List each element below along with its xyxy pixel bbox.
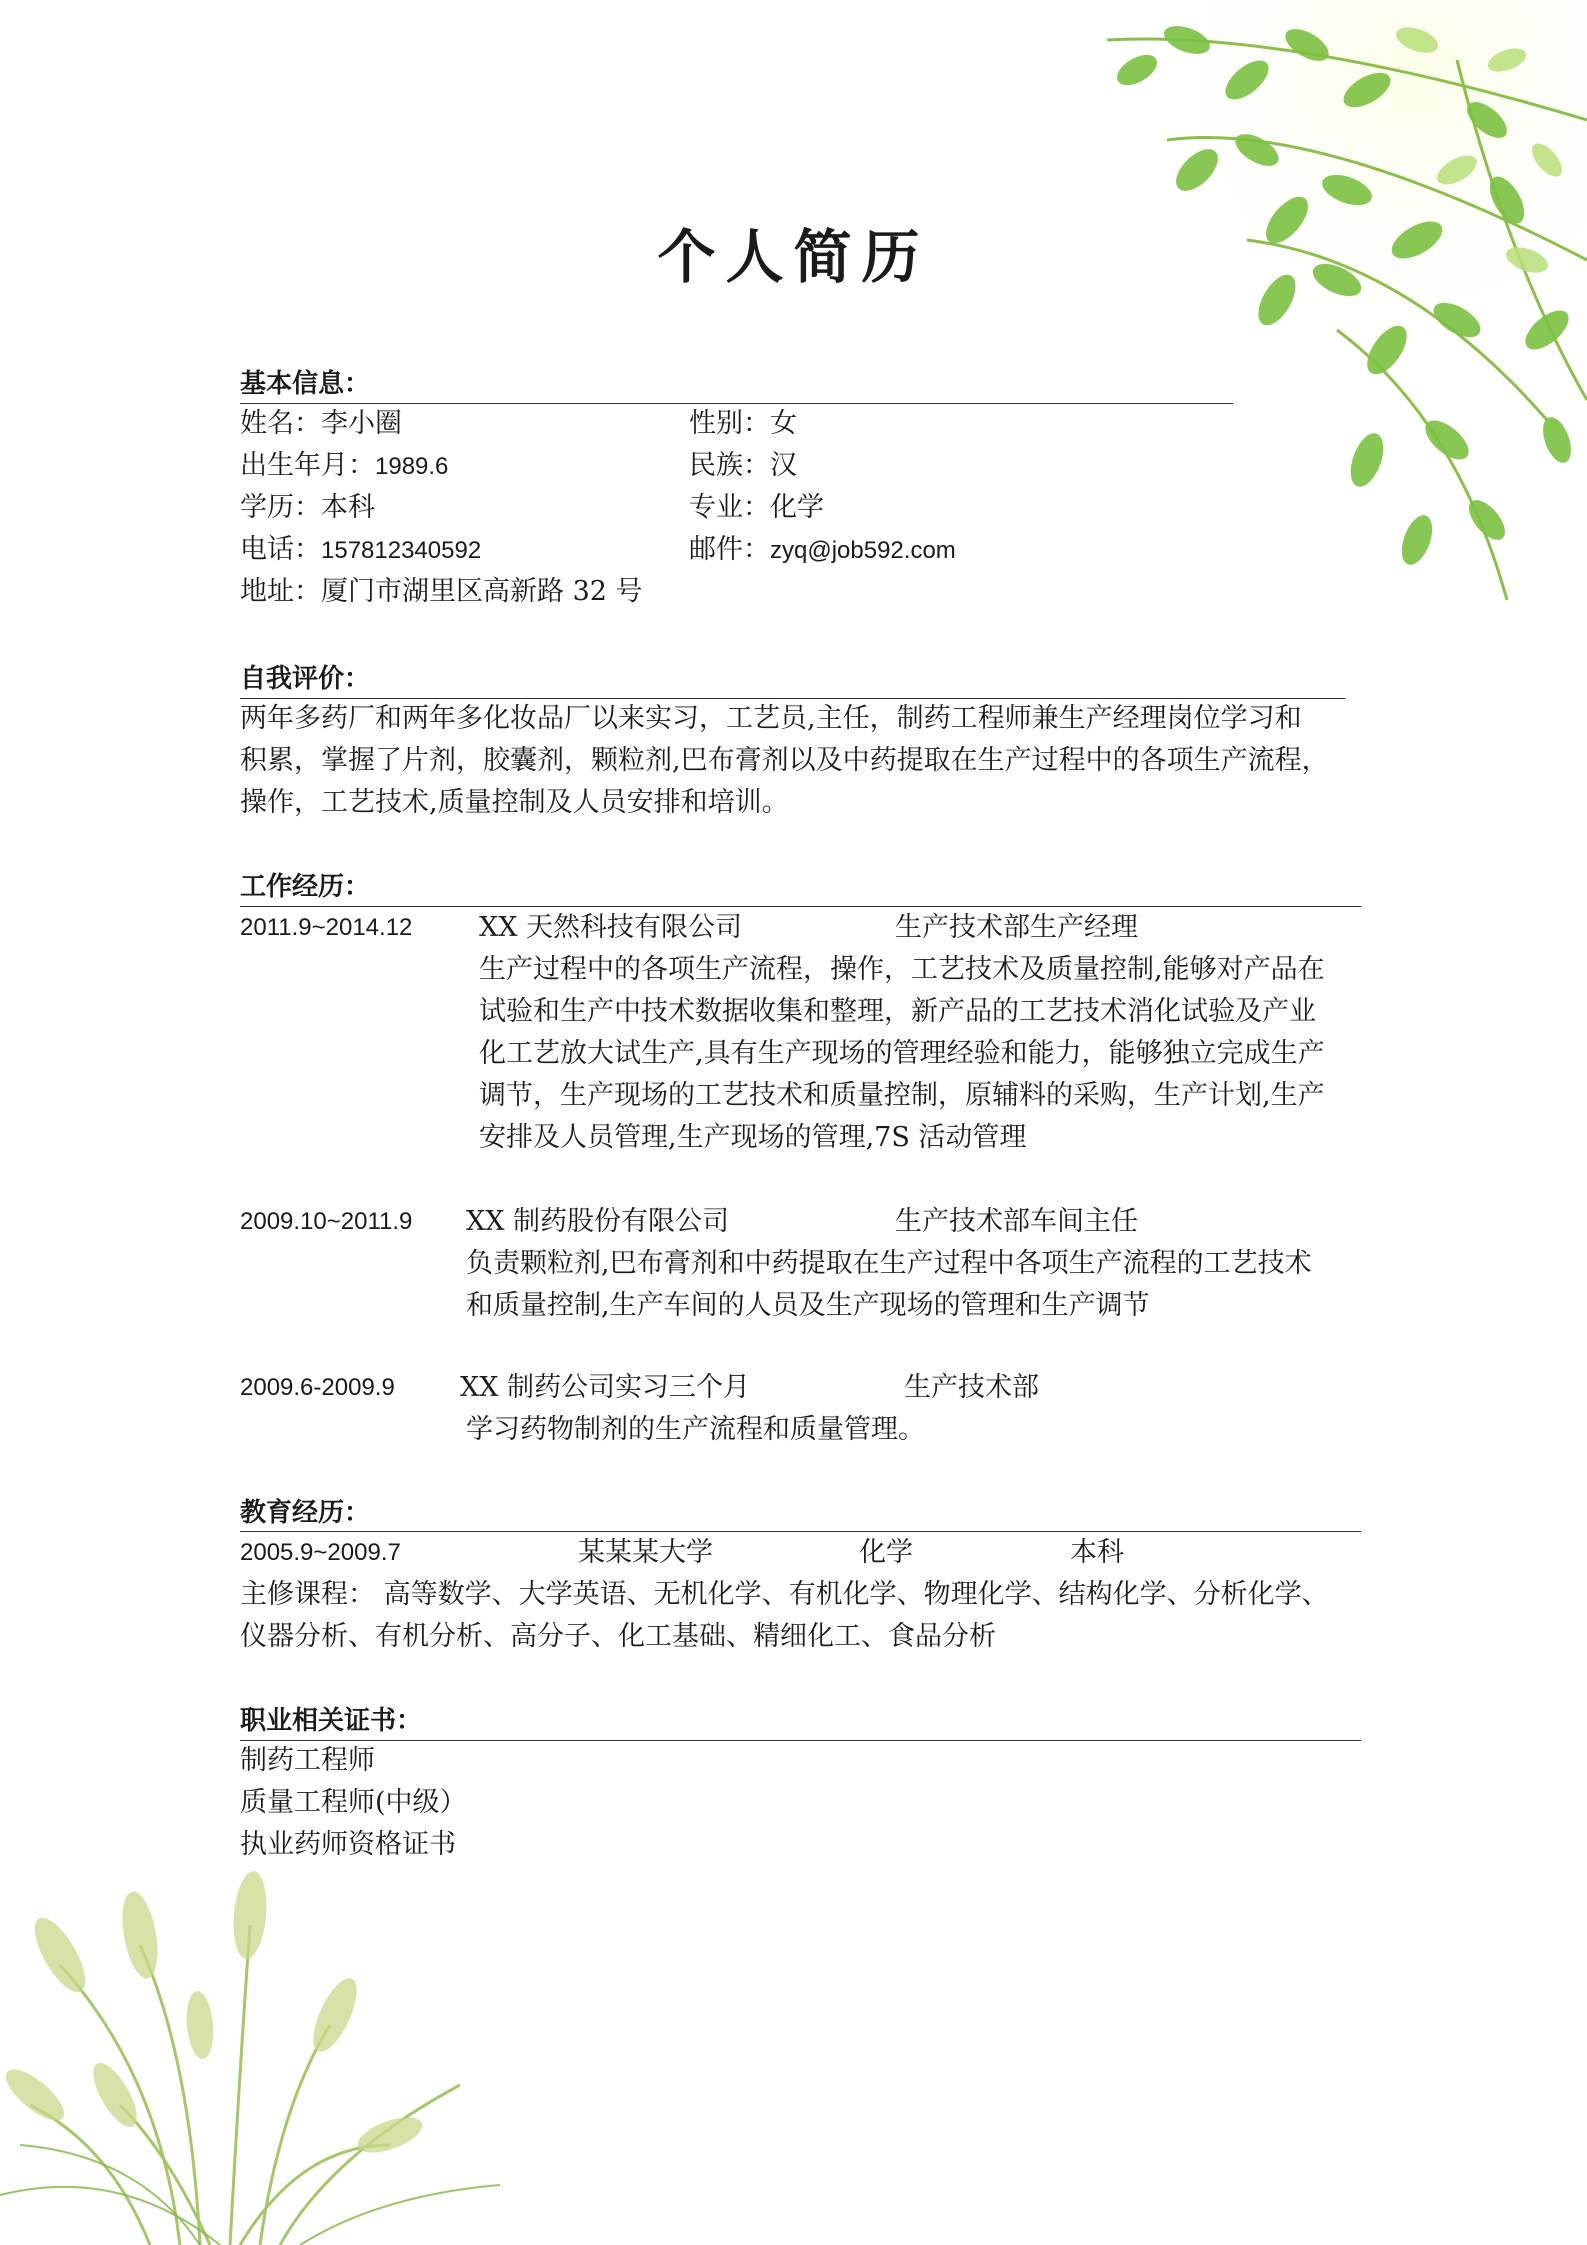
job-position: 生产技术部 xyxy=(904,1372,1039,1403)
gender-value: 女 xyxy=(770,408,797,439)
job-position: 生产技术部生产经理 xyxy=(895,912,1138,943)
self-line: 积累，掌握了片剂，胶囊剂，颗粒剂,巴布膏剂以及中药提取在生产过程中的各项生产流程， xyxy=(240,745,1329,776)
job-desc-line: 负责颗粒剂,巴布膏剂和中药提取在生产过程中各项生产流程的工艺技术 xyxy=(466,1248,1312,1279)
section-heading-basic: 基本信息： xyxy=(240,369,371,399)
edu-row xyxy=(240,487,375,529)
edu-value: 本科 xyxy=(321,492,375,523)
job-desc-line: 化工艺放大试生产,具有生产现场的管理经验和能力，能够独立完成生产 xyxy=(479,1038,1325,1069)
name-label: 姓名： xyxy=(240,408,321,439)
cert-item: 制药工程师 xyxy=(240,1745,375,1776)
self-line: 两年多药厂和两年多化妆品厂以来实习，工艺员,主任，制药工程师兼生产经理岗位学习和 xyxy=(240,703,1302,734)
phone-label: 电话： xyxy=(240,534,321,565)
gender-row xyxy=(689,403,797,445)
job-desc-line: 生产过程中的各项生产流程，操作，工艺技术及质量控制,能够对产品在 xyxy=(479,954,1325,985)
address-row xyxy=(240,571,643,613)
job-company: XX 制药股份有限公司 xyxy=(466,1206,730,1237)
gender-label: 性别： xyxy=(689,408,770,439)
ethnic-value: 汉 xyxy=(770,450,797,481)
major-value: 化学 xyxy=(770,492,824,523)
job-company: XX 制药公司实习三个月 xyxy=(460,1372,751,1403)
page-title: 个人简历 xyxy=(657,223,930,291)
ethnic-label: 民族： xyxy=(689,450,770,481)
divider-education xyxy=(240,1531,1361,1532)
major-row xyxy=(689,487,824,529)
cert-item: 执业药师资格证书 xyxy=(240,1829,456,1860)
major-label: 专业： xyxy=(689,492,770,523)
job-period: 2009.10~2011.9 xyxy=(240,1208,413,1235)
edu-degree: 本科 xyxy=(1070,1537,1124,1568)
job-desc-line: 安排及人员管理,生产现场的管理,7S 活动管理 xyxy=(479,1122,1027,1153)
edu-major: 化学 xyxy=(859,1537,913,1568)
job-period: 2009.6-2009.9 xyxy=(240,1374,395,1401)
job-desc-line: 试验和生产中技术数据收集和整理，新产品的工艺技术消化试验及产业 xyxy=(479,996,1316,1027)
phone-value: 157812340592 xyxy=(321,537,482,564)
leaves-decoration-icon xyxy=(987,0,1587,620)
courses-line: 主修课程： 高等数学、大学英语、无机化学、有机化学、物理化学、结构化学、分析化学、 xyxy=(240,1579,1329,1610)
email-row xyxy=(689,529,956,572)
divider-certs xyxy=(240,1740,1361,1741)
section-heading-certs: 职业相关证书： xyxy=(240,1706,423,1736)
birth-label: 出生年月： xyxy=(240,450,375,481)
section-heading-self: 自我评价： xyxy=(240,664,371,694)
name-value: 李小圈 xyxy=(321,408,402,439)
edu-school: 某某某大学 xyxy=(578,1537,713,1568)
birth-value: 1989.6 xyxy=(375,453,449,480)
job-period: 2011.9~2014.12 xyxy=(240,914,413,941)
birth-row xyxy=(240,445,448,488)
job-desc-line: 调节，生产现场的工艺技术和质量控制，原辅料的采购，生产计划,生产 xyxy=(479,1080,1325,1111)
email-label: 邮件： xyxy=(689,534,770,565)
courses-line: 仪器分析、有机分析、高分子、化工基础、精细化工、食品分析 xyxy=(240,1621,996,1652)
job-desc-line: 学习药物制剂的生产流程和质量管理。 xyxy=(466,1414,925,1445)
phone-row xyxy=(240,529,481,572)
edu-label: 学历： xyxy=(240,492,321,523)
edu-period: 2005.9~2009.7 xyxy=(240,1539,401,1566)
job-company: XX 天然科技有限公司 xyxy=(479,912,743,943)
address-label: 地址： xyxy=(240,576,321,607)
cert-item: 质量工程师(中级） xyxy=(240,1787,467,1818)
job-position: 生产技术部车间主任 xyxy=(895,1206,1138,1237)
name-row xyxy=(240,403,402,445)
section-heading-education: 教育经历： xyxy=(240,1498,371,1528)
address-value: 厦门市湖里区高新路 32 号 xyxy=(321,576,643,607)
self-line: 操作，工艺技术,质量控制及人员安排和培训。 xyxy=(240,787,789,818)
ethnic-row xyxy=(689,445,797,487)
job-desc-line: 和质量控制,生产车间的人员及生产现场的管理和生产调节 xyxy=(466,1290,1150,1321)
email-value[interactable]: zyq@job592.com xyxy=(770,537,956,564)
section-heading-work: 工作经历： xyxy=(240,872,371,902)
